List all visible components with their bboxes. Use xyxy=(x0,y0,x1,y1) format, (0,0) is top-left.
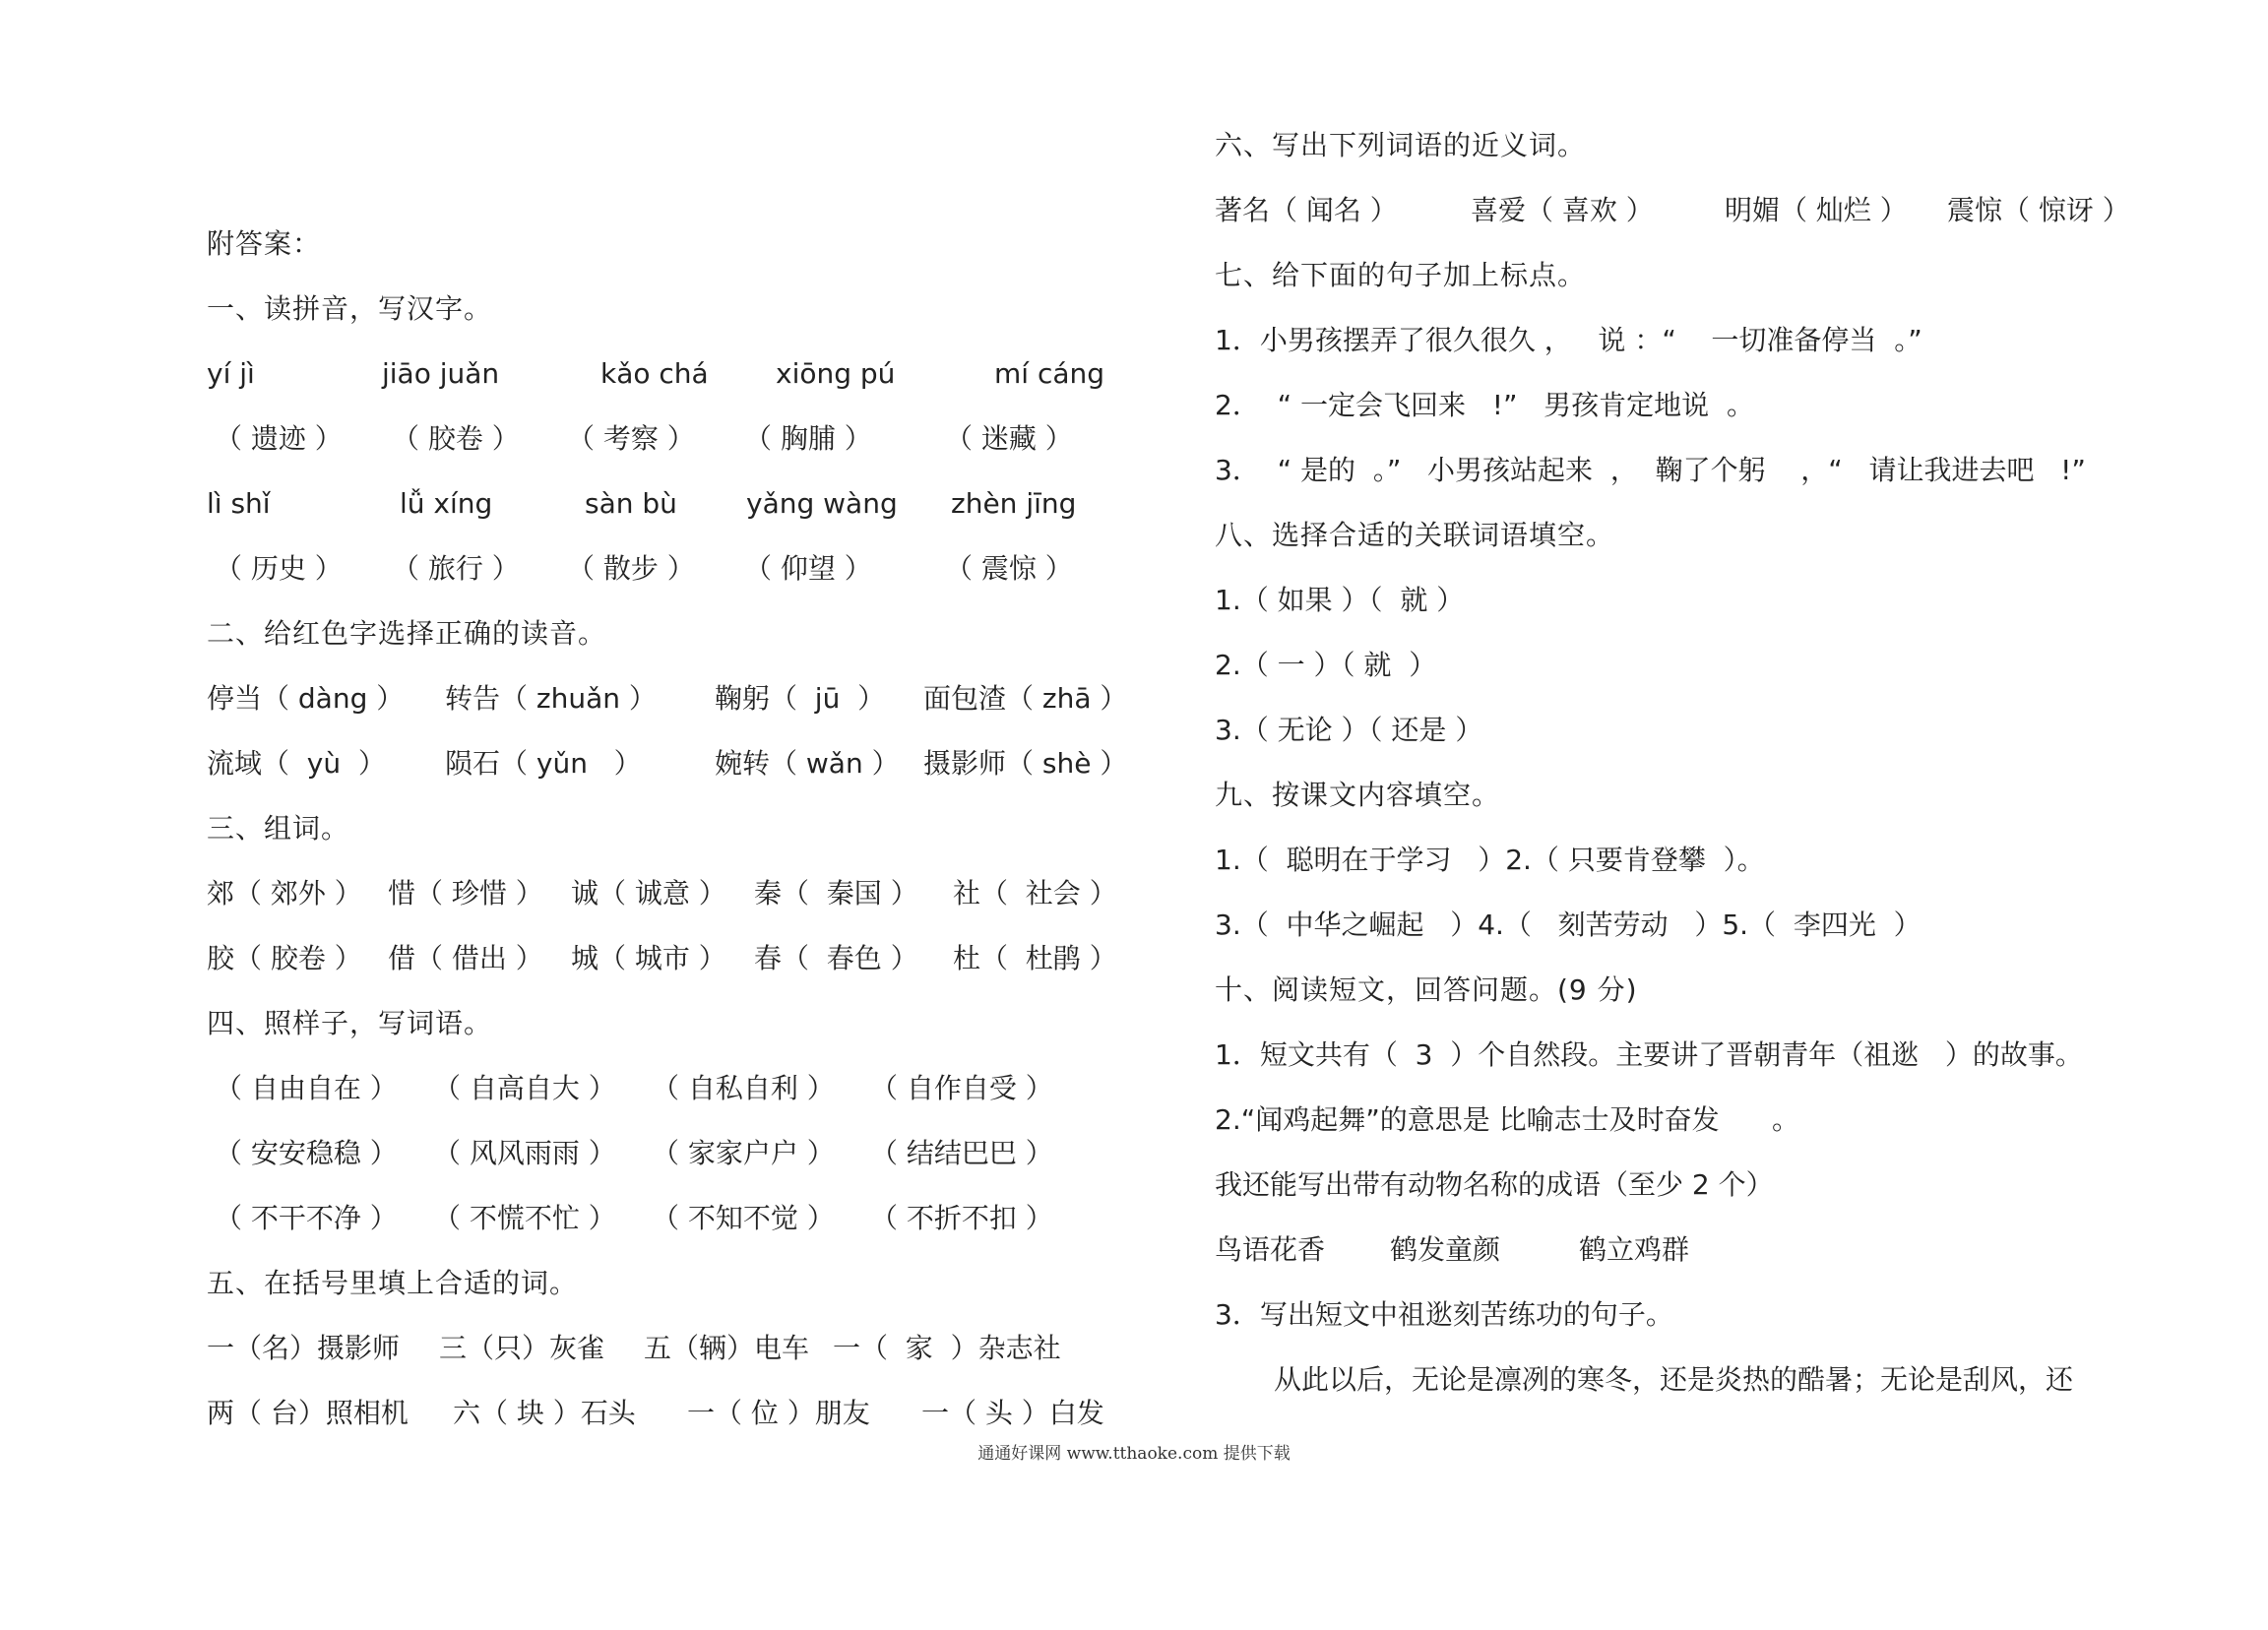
measure-item: 三（只）灰雀 xyxy=(439,1332,605,1364)
pattern-item: （ 自作自受 ） xyxy=(870,1072,1053,1104)
pattern-item: （ 不知不觉 ） xyxy=(652,1202,835,1234)
measure-item: 一（ 家 ）杂志社 xyxy=(833,1332,1061,1364)
idiom-row xyxy=(1215,1230,1690,1270)
pinyin-item: kǎo chá xyxy=(600,357,709,390)
reading-answer-2: 2.“闻鸡起舞”的意思是 比喻志士及时奋发 。 xyxy=(1215,1103,1800,1136)
pattern-item: （ 自私自利 ） xyxy=(652,1072,835,1104)
pinyin-item: yǎng wàng xyxy=(746,487,898,520)
synonym-item: 震惊（ 惊讶 ） xyxy=(1947,194,2130,226)
answer-item: （ 震惊 ） xyxy=(945,552,1073,585)
word-item: 诚（ 诚意 ） xyxy=(571,877,726,909)
word-item: 郊（ 郊外 ） xyxy=(207,877,362,909)
reading-answer-1: 1．短文共有（ 3 ）个自然段。主要讲了晋朝青年（祖逖 ）的故事。 xyxy=(1215,1038,2083,1071)
idiom-item: 鹤立鸡群 xyxy=(1579,1233,1690,1266)
answer-item: （ 考察 ） xyxy=(567,422,695,455)
word-item: 城（ 城市 ） xyxy=(571,942,726,974)
synonym-item: 著名（ 闻名 ） xyxy=(1215,194,1398,226)
pattern-row-2 xyxy=(207,1134,1053,1173)
section-2-title: 二、给红色字选择正确的读音。 xyxy=(207,617,607,650)
pinyin-row-2 xyxy=(207,484,1077,524)
word-item: 秦（ 秦国 ） xyxy=(754,877,918,909)
measure-item: 一（ 位 ）朋友 xyxy=(687,1397,870,1429)
section-9-title: 九、按课文内容填空。 xyxy=(1215,779,1501,811)
conjunction-line-1: 1.（ 如果 ）（ 就 ） xyxy=(1215,584,1465,616)
section-5-title: 五、在括号里填上合适的词。 xyxy=(207,1267,579,1299)
section-3-title: 三、组词。 xyxy=(207,812,350,845)
pinyin-item: zhèn jīng xyxy=(951,487,1077,520)
measure-item: 两（ 台）照相机 xyxy=(207,1397,409,1429)
reading-item: 停当（ dàng ） xyxy=(207,682,405,715)
answer-item: （ 散步 ） xyxy=(567,552,695,585)
pattern-item: （ 不干不净 ） xyxy=(215,1202,398,1234)
section-1-title: 一、读拼音，写汉字。 xyxy=(207,292,493,325)
word-item: 春（ 春色 ） xyxy=(754,942,918,974)
synonym-item: 明媚（ 灿烂 ） xyxy=(1725,194,1908,226)
pinyin-item: sàn bù xyxy=(585,487,677,520)
word-item: 胶（ 胶卷 ） xyxy=(207,942,362,974)
measure-item: 六（ 块 ）石头 xyxy=(453,1397,636,1429)
pattern-item: （ 不慌不忙 ） xyxy=(433,1202,616,1234)
pinyin-row-1 xyxy=(207,354,1105,394)
word-item: 借（ 借出 ） xyxy=(388,942,543,974)
word-item: 社（ 社会 ） xyxy=(953,877,1117,909)
punctuation-line-3: 3． “ 是的 。” 小男孩站起来 ， 鞠了个躬 ，“ 请让我进去吧 !” xyxy=(1215,454,2086,486)
answer-item: （ 旅行 ） xyxy=(392,552,520,585)
section-6-title: 六、写出下列词语的近义词。 xyxy=(1215,129,1587,161)
punctuation-line-1: 1．小男孩摆弄了很久很久 ， 说 ：“ 一切准备停当 。” xyxy=(1215,324,1922,356)
measure-row-1 xyxy=(207,1329,1061,1368)
measure-item: 一（ 头 ）白发 xyxy=(921,1397,1104,1429)
synonym-row xyxy=(1215,191,2130,230)
punctuation-line-2: 2． “ 一定会飞回来 !” 男孩肯定地说 。 xyxy=(1215,389,1754,421)
answer-item: （ 仰望 ） xyxy=(744,552,872,585)
fill-line-1: 1.（ 聪明在于学习 ）2.（ 只要肯登攀 ）。 xyxy=(1215,844,1765,876)
reading-item: 鞠躬（ jū ） xyxy=(715,682,886,715)
pinyin-item: mí cáng xyxy=(994,357,1105,390)
answer-item: （ 胶卷 ） xyxy=(392,422,520,455)
conjunction-line-3: 3.（ 无论 ）（ 还是 ） xyxy=(1215,714,1483,746)
pattern-item: （ 风风雨雨 ） xyxy=(433,1137,616,1169)
measure-item: 五（辆）电车 xyxy=(644,1332,810,1364)
reading-item: 婉转（ wǎn ） xyxy=(715,747,900,780)
synonym-item: 喜爱（ 喜欢 ） xyxy=(1471,194,1654,226)
pinyin-item: lì shǐ xyxy=(207,487,271,520)
word-item: 杜（ 杜鹃 ） xyxy=(953,942,1117,974)
reading-item: 面包渣（ zhā ） xyxy=(923,682,1128,715)
reading-answer-3: 3．写出短文中祖逖刻苦练功的句子。 xyxy=(1215,1298,1673,1331)
pinyin-item: jiāo juǎn xyxy=(382,357,500,390)
section-4-title: 四、照样子，写词语。 xyxy=(207,1007,493,1039)
reading-row-2 xyxy=(207,744,1128,784)
measure-row-2 xyxy=(207,1394,1104,1433)
answer-row-2 xyxy=(207,549,1073,589)
reading-answer-sentence: 从此以后，无论是凛冽的寒冬，还是炎热的酷暑；无论是刮风，还 xyxy=(1274,1363,2074,1396)
answer-item: （ 遗迹 ） xyxy=(215,422,343,455)
reading-item: 转告（ zhuǎn ） xyxy=(445,682,657,715)
section-7-title: 七、给下面的句子加上标点。 xyxy=(1215,259,1587,291)
section-10-title: 十、阅读短文，回答问题。(9 分) xyxy=(1215,973,1638,1006)
answer-item: （ 胸脯 ） xyxy=(744,422,872,455)
word-row-2 xyxy=(207,939,1117,978)
answer-row-1 xyxy=(207,419,1073,459)
answer-title: 附答案： xyxy=(207,227,322,260)
pattern-item: （ 家家户户 ） xyxy=(652,1137,835,1169)
footer-source: 通通好课网 www.tthaoke.com 提供下载 xyxy=(977,1444,1291,1464)
idiom-prompt: 我还能写出带有动物名称的成语（至少 2 个） xyxy=(1215,1168,1774,1201)
pinyin-item: yí jì xyxy=(207,357,255,390)
pattern-item: （ 自高自大 ） xyxy=(433,1072,616,1104)
pattern-row-1 xyxy=(207,1069,1053,1108)
word-item: 惜（ 珍惜 ） xyxy=(388,877,543,909)
section-8-title: 八、选择合适的关联词语填空。 xyxy=(1215,519,1615,551)
fill-line-2: 3.（ 中华之崛起 ）4.（ 刻苦劳动 ）5.（ 李四光 ） xyxy=(1215,909,1922,941)
reading-item: 陨石（ yǔn ） xyxy=(445,747,642,780)
conjunction-line-2: 2.（ 一 ）（ 就 ） xyxy=(1215,649,1437,681)
pattern-item: （ 不折不扣 ） xyxy=(870,1202,1053,1234)
pattern-item: （ 自由自在 ） xyxy=(215,1072,398,1104)
measure-item: 一（名）摄影师 xyxy=(207,1332,401,1364)
pinyin-item: lǚ xíng xyxy=(400,487,493,520)
answer-item: （ 历史 ） xyxy=(215,552,343,585)
pattern-row-3 xyxy=(207,1199,1053,1238)
idiom-item: 鸟语花香 xyxy=(1215,1233,1326,1266)
pinyin-item: xiōng pú xyxy=(776,357,896,390)
reading-item: 流域（ yù ） xyxy=(207,747,386,780)
reading-row-1 xyxy=(207,679,1128,719)
pattern-item: （ 结结巴巴 ） xyxy=(870,1137,1053,1169)
reading-item: 摄影师（ shè ） xyxy=(923,747,1128,780)
answer-item: （ 迷藏 ） xyxy=(945,422,1073,455)
idiom-item: 鹤发童颜 xyxy=(1390,1233,1501,1266)
word-row-1 xyxy=(207,874,1117,913)
pattern-item: （ 安安稳稳 ） xyxy=(215,1137,398,1169)
